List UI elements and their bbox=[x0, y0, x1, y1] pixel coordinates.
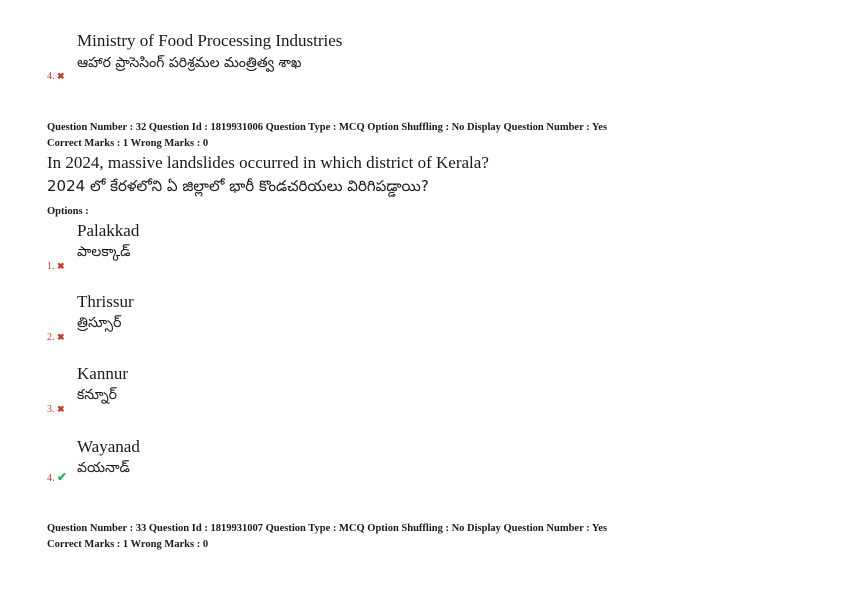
wrong-cross-icon: ✖ bbox=[57, 71, 65, 81]
option-1-english: Palakkad bbox=[77, 221, 140, 240]
option-2-number bbox=[47, 331, 65, 344]
option-number: 4. bbox=[47, 71, 55, 82]
option-3-english: Kannur bbox=[77, 364, 128, 383]
option-4-english: Wayanad bbox=[77, 437, 140, 456]
options-label: Options : bbox=[47, 206, 89, 217]
question-32-marks: Correct Marks : 1 Wrong Marks : 0 bbox=[47, 138, 209, 149]
option-1-telugu: పాలక్కాడ్ bbox=[77, 244, 131, 260]
question-33-marks: Correct Marks : 1 Wrong Marks : 0 bbox=[47, 539, 209, 550]
question-32-text-telugu: 2024 లో కేరళలోని ఏ జిల్లాలో భారీ కొండచరియలు విరిగిపడ్డాయి? bbox=[47, 177, 429, 195]
correct-check-icon: ✔ bbox=[57, 470, 68, 484]
option-3-telugu: కన్నూర్ bbox=[77, 387, 117, 403]
question-32-meta: Question Number : 32 Question Id : 1819931006 Question Type : MCQ Option Shuffling : No Display Question Number : Yes bbox=[47, 122, 608, 133]
option-number: 4. bbox=[47, 473, 55, 484]
question-33-meta: Question Number : 33 Question Id : 1819931007 Question Type : MCQ Option Shuffling : No Display Question Number : Yes bbox=[47, 523, 608, 534]
option-2-english: Thrissur bbox=[77, 292, 134, 311]
option-4-telugu: వయనాడ్ bbox=[77, 460, 130, 476]
option-4-number bbox=[47, 471, 67, 485]
prev-option-4-english: Ministry of Food Processing Industries bbox=[77, 31, 343, 50]
option-1-number bbox=[47, 260, 65, 273]
option-number: 1. bbox=[47, 261, 55, 272]
wrong-cross-icon: ✖ bbox=[57, 261, 65, 271]
question-32-text-english: In 2024, massive landslides occurred in which district of Kerala? bbox=[47, 153, 489, 172]
option-number: 2. bbox=[47, 332, 55, 343]
prev-option-4-number bbox=[47, 70, 65, 83]
option-3-number bbox=[47, 403, 65, 416]
wrong-cross-icon: ✖ bbox=[57, 332, 65, 342]
option-number: 3. bbox=[47, 404, 55, 415]
prev-option-4-telugu: ఆహార ప్రాసెసింగ్ పరిశ్రమల మంత్రిత్వ శాఖ bbox=[77, 55, 302, 71]
option-2-telugu: త్రిస్సూర్ bbox=[77, 315, 122, 331]
wrong-cross-icon: ✖ bbox=[57, 404, 65, 414]
